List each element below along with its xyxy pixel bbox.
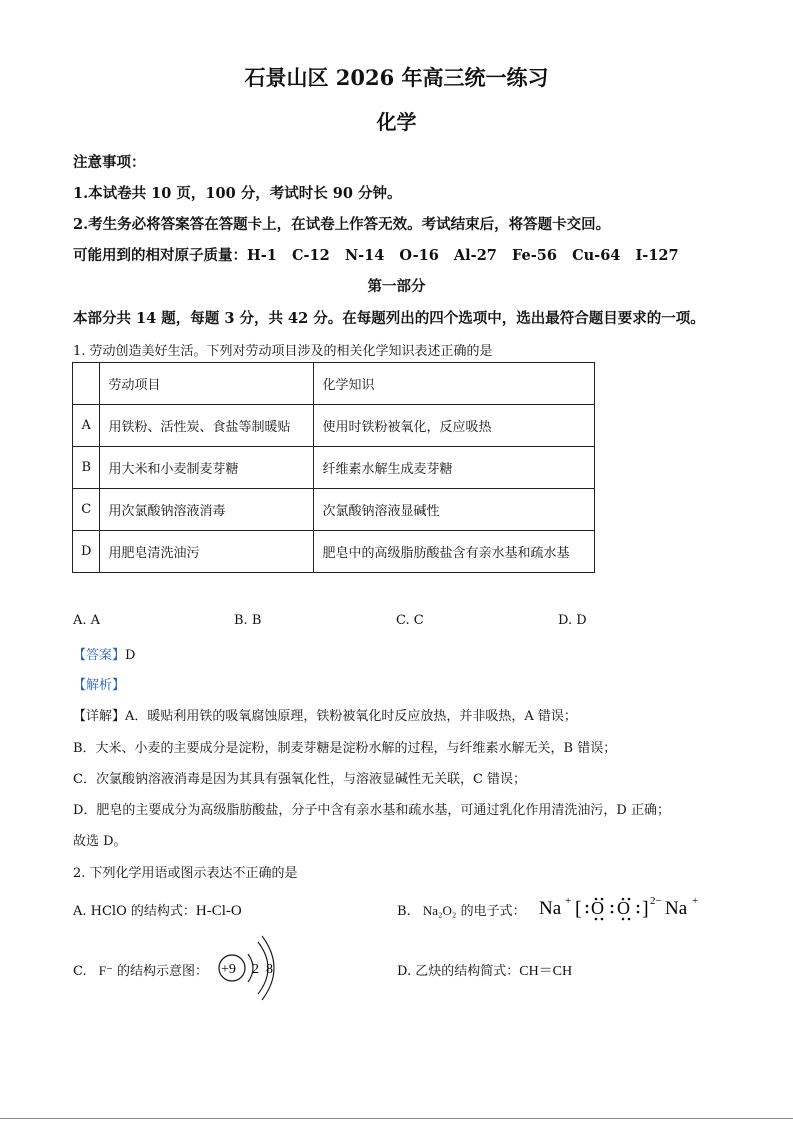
table-header-cell: 劳动项目 xyxy=(100,363,314,405)
option-b-label: B. xyxy=(397,904,411,919)
sodium-right: Na xyxy=(665,898,688,919)
table-cell xyxy=(73,363,100,405)
q1-option-d: D. D xyxy=(558,613,587,628)
option-b-suffix: 的电子式： xyxy=(456,904,526,919)
notes-item-2: 2.考生务必将答案答在答题卡上，在试卷上作答无效。考试结束后，将答题卡交回。 xyxy=(73,216,611,233)
fluoride-structure-diagram xyxy=(208,932,280,1004)
table-header-row xyxy=(73,363,595,405)
table-cell: 用肥皂清洗油污 xyxy=(100,531,314,573)
charge-minus: 2− xyxy=(650,895,662,907)
table-cell: 用铁粉、活性炭、食盐等制暖贴 xyxy=(100,405,314,447)
q2-option-a xyxy=(73,900,242,920)
q2-option-b xyxy=(397,900,526,919)
page-bottom-rule xyxy=(0,1118,793,1119)
q2-stem: 2. 下列化学用语或图示表达不正确的是 xyxy=(73,866,298,881)
table-cell: A xyxy=(73,405,100,447)
oxygen-atom: O xyxy=(617,898,630,918)
atomic-masses: 可能用到的相对原子质量：H-1 C-12 N-14 O-16 Al-27 Fe-56 Cu-64 I-127 xyxy=(73,247,679,264)
part-instruction: 本部分共 14 题，每题 3 分，共 42 分。在每题列出的四个选项中，选出最符合题目要求的一项。 xyxy=(73,310,705,327)
table-row xyxy=(73,531,595,573)
detail-line-c: C．次氯酸钠溶液消毒是因为其具有强氧化性，与溶液显碱性无关联，C 错误； xyxy=(73,772,527,787)
table-cell: 用次氯酸钠溶液消毒 xyxy=(100,489,314,531)
table-cell: 使用时铁粉被氧化，反应吸热 xyxy=(314,405,595,447)
table-cell: 用大米和小麦制麦芽糖 xyxy=(100,447,314,489)
detail-line-d: D．肥皂的主要成分为高级脂肪酸盐，分子中含有亲水基和疏水基，可通过乳化作用清洗油污，D 正确； xyxy=(73,803,670,818)
table-cell: 肥皂中的高级脂肪酸盐含有亲水基和疏水基 xyxy=(314,531,595,573)
part-title: 第一部分 xyxy=(367,278,426,295)
analysis-label: 【解析】 xyxy=(73,678,126,693)
table-cell: B xyxy=(73,447,100,489)
option-a-label: A. HClO 的结构式： xyxy=(73,904,196,919)
table-cell: C xyxy=(73,489,100,531)
notes-item-1: 1.本试卷共 10 页，100 分，考试时长 90 分钟。 xyxy=(73,185,402,202)
q1-table xyxy=(72,362,595,573)
table-cell: 纤维素水解生成麦芽糖 xyxy=(314,447,595,489)
q1-option-b: B. B xyxy=(234,613,262,628)
detail-label: 【详解】 xyxy=(73,709,126,724)
detail-line-b: B．大米、小麦的主要成分是淀粉，制麦芽糖是淀粉水解的过程，与纤维素水解无关，B 错误； xyxy=(73,741,617,756)
shell-2-count: 8 xyxy=(266,962,273,977)
exam-title: 石景山区 2026 年高三统一练习 xyxy=(244,65,549,90)
detail-line-a xyxy=(73,705,577,724)
fluoride-ion: F⁻ xyxy=(98,963,113,978)
table-row xyxy=(73,405,595,447)
acetylene-formula: CH＝CH xyxy=(519,964,573,979)
detail-text: A．暖贴利用铁的吸氧腐蚀原理，铁粉被氧化时反应放热，并非吸热，A 错误； xyxy=(125,709,577,724)
nucleus-charge: +9 xyxy=(221,962,236,977)
bracket-right: ] xyxy=(642,898,649,920)
q2-option-c xyxy=(73,960,208,979)
table-row xyxy=(73,489,595,531)
na2o2-electron-formula xyxy=(537,893,717,923)
q1-option-c: C. C xyxy=(396,613,424,628)
detail-conclusion: 故选 D。 xyxy=(73,834,127,849)
table-header-cell: 化学知识 xyxy=(314,363,595,405)
q1-stem: 1. 劳动创造美好生活。下列对劳动项目涉及的相关化学知识表述正确的是 xyxy=(73,344,493,359)
q2-option-d xyxy=(397,960,572,980)
charge-plus-left: + xyxy=(565,895,572,907)
option-d-label: D. 乙炔的结构简式： xyxy=(397,964,520,979)
option-c-suffix: 的结构示意图： xyxy=(112,964,208,979)
bracket-left: [ xyxy=(575,898,582,920)
hclo-formula: H-Cl-O xyxy=(195,903,242,919)
charge-plus-right: + xyxy=(692,895,699,907)
table-cell: D xyxy=(73,531,100,573)
notes-heading: 注意事项： xyxy=(73,154,146,171)
table-row xyxy=(73,447,595,489)
q1-answer xyxy=(73,644,135,663)
na2o2-formula: Na₂O₂ xyxy=(422,903,457,918)
answer-label: 【答案】 xyxy=(73,648,126,663)
sodium-left: Na xyxy=(539,898,562,919)
q1-option-a: A. A xyxy=(73,613,101,628)
answer-value: D xyxy=(125,648,136,663)
table-cell: 次氯酸钠溶液显碱性 xyxy=(314,489,595,531)
oxygen-atom: O xyxy=(591,898,604,918)
subject-title: 化学 xyxy=(376,110,417,134)
shell-1-count: 2 xyxy=(252,962,259,977)
option-c-label: C. xyxy=(73,964,87,979)
